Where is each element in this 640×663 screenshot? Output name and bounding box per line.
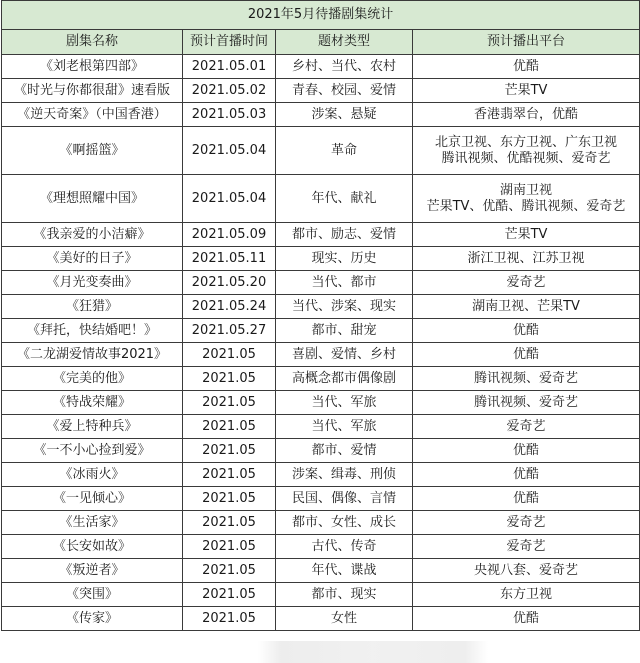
platform-line: 爱奇艺 <box>506 274 546 290</box>
cell-drama-name: 《一见倾心》 <box>2 487 183 511</box>
table-row <box>2 175 640 223</box>
table-row <box>2 79 640 103</box>
cell-premiere-date: 2021.05.02 <box>183 79 276 103</box>
cell-premiere-date: 2021.05 <box>183 535 276 559</box>
cell-genre: 当代、涉案、现实 <box>276 295 413 319</box>
platform-line: 香港翡翠台，优酷 <box>474 106 579 122</box>
cell-drama-name: 《爱上特种兵》 <box>2 415 183 439</box>
cell-premiere-date: 2021.05.04 <box>183 175 276 223</box>
platform-line: 芒果TV <box>504 82 548 98</box>
cell-genre: 当代、都市 <box>276 271 413 295</box>
cell-premiere-date: 2021.05 <box>183 583 276 607</box>
cell-premiere-date: 2021.05 <box>183 511 276 535</box>
cell-genre: 喜剧、爱情、乡村 <box>276 343 413 367</box>
cell-platform <box>413 391 640 415</box>
cell-platform <box>413 175 640 223</box>
cell-genre: 高概念都市偶像剧 <box>276 367 413 391</box>
platform-line: 爱奇艺 <box>506 538 546 554</box>
table-title: 2021年5月待播剧集统计 <box>2 1 640 30</box>
platform-line: 优酷 <box>513 466 540 482</box>
cell-premiere-date: 2021.05 <box>183 463 276 487</box>
cell-platform <box>413 439 640 463</box>
cell-drama-name: 《传家》 <box>2 607 183 631</box>
cell-platform <box>413 583 640 607</box>
watermark-blur <box>258 641 488 663</box>
table-row <box>2 223 640 247</box>
table-row <box>2 367 640 391</box>
cell-genre: 当代、军旅 <box>276 415 413 439</box>
column-header-genre: 题材类型 <box>276 30 413 55</box>
table-row <box>2 463 640 487</box>
cell-premiere-date: 2021.05.03 <box>183 103 276 127</box>
cell-drama-name: 《刘老根第四部》 <box>2 55 183 79</box>
cell-premiere-date: 2021.05.11 <box>183 247 276 271</box>
cell-drama-name: 《月光变奏曲》 <box>2 271 183 295</box>
cell-drama-name: 《逆天奇案》（中国香港） <box>2 103 183 127</box>
cell-drama-name: 《叛逆者》 <box>2 559 183 583</box>
table-row <box>2 319 640 343</box>
platform-line: 爱奇艺 <box>506 418 546 434</box>
table-row <box>2 511 640 535</box>
cell-genre: 古代、传奇 <box>276 535 413 559</box>
platform-line: 芒果TV、优酷、腾讯视频、爱奇艺 <box>426 198 626 214</box>
table-row <box>2 271 640 295</box>
table-row <box>2 295 640 319</box>
table-row <box>2 103 640 127</box>
cell-genre: 都市、现实 <box>276 583 413 607</box>
platform-line: 芒果TV <box>504 226 548 242</box>
platform-line: 优酷 <box>513 490 540 506</box>
cell-premiere-date: 2021.05.27 <box>183 319 276 343</box>
platform-line: 爱奇艺 <box>506 514 546 530</box>
cell-genre: 年代、谍战 <box>276 559 413 583</box>
cell-premiere-date: 2021.05 <box>183 487 276 511</box>
table-row <box>2 583 640 607</box>
drama-schedule-table <box>1 0 640 631</box>
table-row <box>2 247 640 271</box>
table-row <box>2 415 640 439</box>
cell-platform <box>413 247 640 271</box>
cell-premiere-date: 2021.05.01 <box>183 55 276 79</box>
cell-drama-name: 《时光与你都很甜》速看版 <box>2 79 183 103</box>
cell-premiere-date: 2021.05 <box>183 343 276 367</box>
table-row <box>2 391 640 415</box>
platform-line: 腾讯视频、优酷视频、爱奇艺 <box>441 150 611 166</box>
cell-platform <box>413 487 640 511</box>
cell-premiere-date: 2021.05.04 <box>183 127 276 175</box>
platform-line: 湖南卫视、芒果TV <box>472 298 580 314</box>
cell-drama-name: 《特战荣耀》 <box>2 391 183 415</box>
cell-drama-name: 《美好的日子》 <box>2 247 183 271</box>
cell-premiere-date: 2021.05 <box>183 367 276 391</box>
cell-platform <box>413 79 640 103</box>
platform-line: 东方卫视 <box>500 586 553 602</box>
table-row <box>2 487 640 511</box>
cell-drama-name: 《狂猎》 <box>2 295 183 319</box>
cell-drama-name: 《二龙湖爱情故事2021》 <box>2 343 183 367</box>
cell-drama-name: 《冰雨火》 <box>2 463 183 487</box>
cell-premiere-date: 2021.05 <box>183 559 276 583</box>
cell-premiere-date: 2021.05.24 <box>183 295 276 319</box>
table-row <box>2 559 640 583</box>
cell-genre: 民国、偶像、言情 <box>276 487 413 511</box>
table-body <box>2 55 640 631</box>
cell-platform <box>413 511 640 535</box>
cell-platform <box>413 559 640 583</box>
cell-premiere-date: 2021.05.20 <box>183 271 276 295</box>
cell-platform <box>413 55 640 79</box>
cell-premiere-date: 2021.05.09 <box>183 223 276 247</box>
cell-drama-name: 《完美的他》 <box>2 367 183 391</box>
cell-platform <box>413 367 640 391</box>
cell-genre: 涉案、悬疑 <box>276 103 413 127</box>
cell-drama-name: 《突围》 <box>2 583 183 607</box>
cell-platform <box>413 535 640 559</box>
cell-platform <box>413 415 640 439</box>
column-header-name: 剧集名称 <box>2 30 183 55</box>
cell-drama-name: 《生活家》 <box>2 511 183 535</box>
cell-genre: 女性 <box>276 607 413 631</box>
cell-platform <box>413 295 640 319</box>
cell-premiere-date: 2021.05 <box>183 391 276 415</box>
cell-genre: 都市、励志、爱情 <box>276 223 413 247</box>
cell-genre: 年代、献礼 <box>276 175 413 223</box>
column-header-date: 预计首播时间 <box>183 30 276 55</box>
cell-genre: 革命 <box>276 127 413 175</box>
cell-genre: 当代、军旅 <box>276 391 413 415</box>
platform-line: 湖南卫视 <box>500 182 553 198</box>
table-row <box>2 55 640 79</box>
platform-line: 优酷 <box>513 610 540 626</box>
cell-drama-name: 《拜托，快结婚吧！》 <box>2 319 183 343</box>
platform-line: 腾讯视频、爱奇艺 <box>474 394 579 410</box>
cell-drama-name: 《一不小心捡到爱》 <box>2 439 183 463</box>
cell-drama-name: 《理想照耀中国》 <box>2 175 183 223</box>
platform-line: 优酷 <box>513 346 540 362</box>
cell-drama-name: 《啊摇篮》 <box>2 127 183 175</box>
cell-premiere-date: 2021.05 <box>183 607 276 631</box>
cell-drama-name: 《长安如故》 <box>2 535 183 559</box>
cell-platform <box>413 223 640 247</box>
cell-premiere-date: 2021.05 <box>183 439 276 463</box>
cell-platform <box>413 271 640 295</box>
cell-platform <box>413 319 640 343</box>
platform-line: 优酷 <box>513 322 540 338</box>
table-row <box>2 127 640 175</box>
cell-platform <box>413 127 640 175</box>
cell-premiere-date: 2021.05 <box>183 415 276 439</box>
cell-genre: 乡村、当代、农村 <box>276 55 413 79</box>
column-header-platform: 预计播出平台 <box>413 30 640 55</box>
cell-genre: 都市、女性、成长 <box>276 511 413 535</box>
platform-line: 优酷 <box>513 58 540 74</box>
table-row <box>2 607 640 631</box>
cell-genre: 都市、甜宠 <box>276 319 413 343</box>
cell-genre: 涉案、缉毒、刑侦 <box>276 463 413 487</box>
platform-line: 北京卫视、东方卫视、广东卫视 <box>435 134 618 150</box>
cell-platform <box>413 343 640 367</box>
table-row <box>2 343 640 367</box>
table-row <box>2 439 640 463</box>
table-row <box>2 535 640 559</box>
cell-drama-name: 《我亲爱的小洁癖》 <box>2 223 183 247</box>
platform-line: 央视八套、爱奇艺 <box>474 562 579 578</box>
cell-genre: 现实、历史 <box>276 247 413 271</box>
cell-genre: 青春、校园、爱情 <box>276 79 413 103</box>
platform-line: 浙江卫视、江苏卫视 <box>467 250 585 266</box>
platform-line: 优酷 <box>513 442 540 458</box>
cell-genre: 都市、爱情 <box>276 439 413 463</box>
cell-platform <box>413 607 640 631</box>
cell-platform <box>413 463 640 487</box>
platform-line: 腾讯视频、爱奇艺 <box>474 370 579 386</box>
cell-platform <box>413 103 640 127</box>
